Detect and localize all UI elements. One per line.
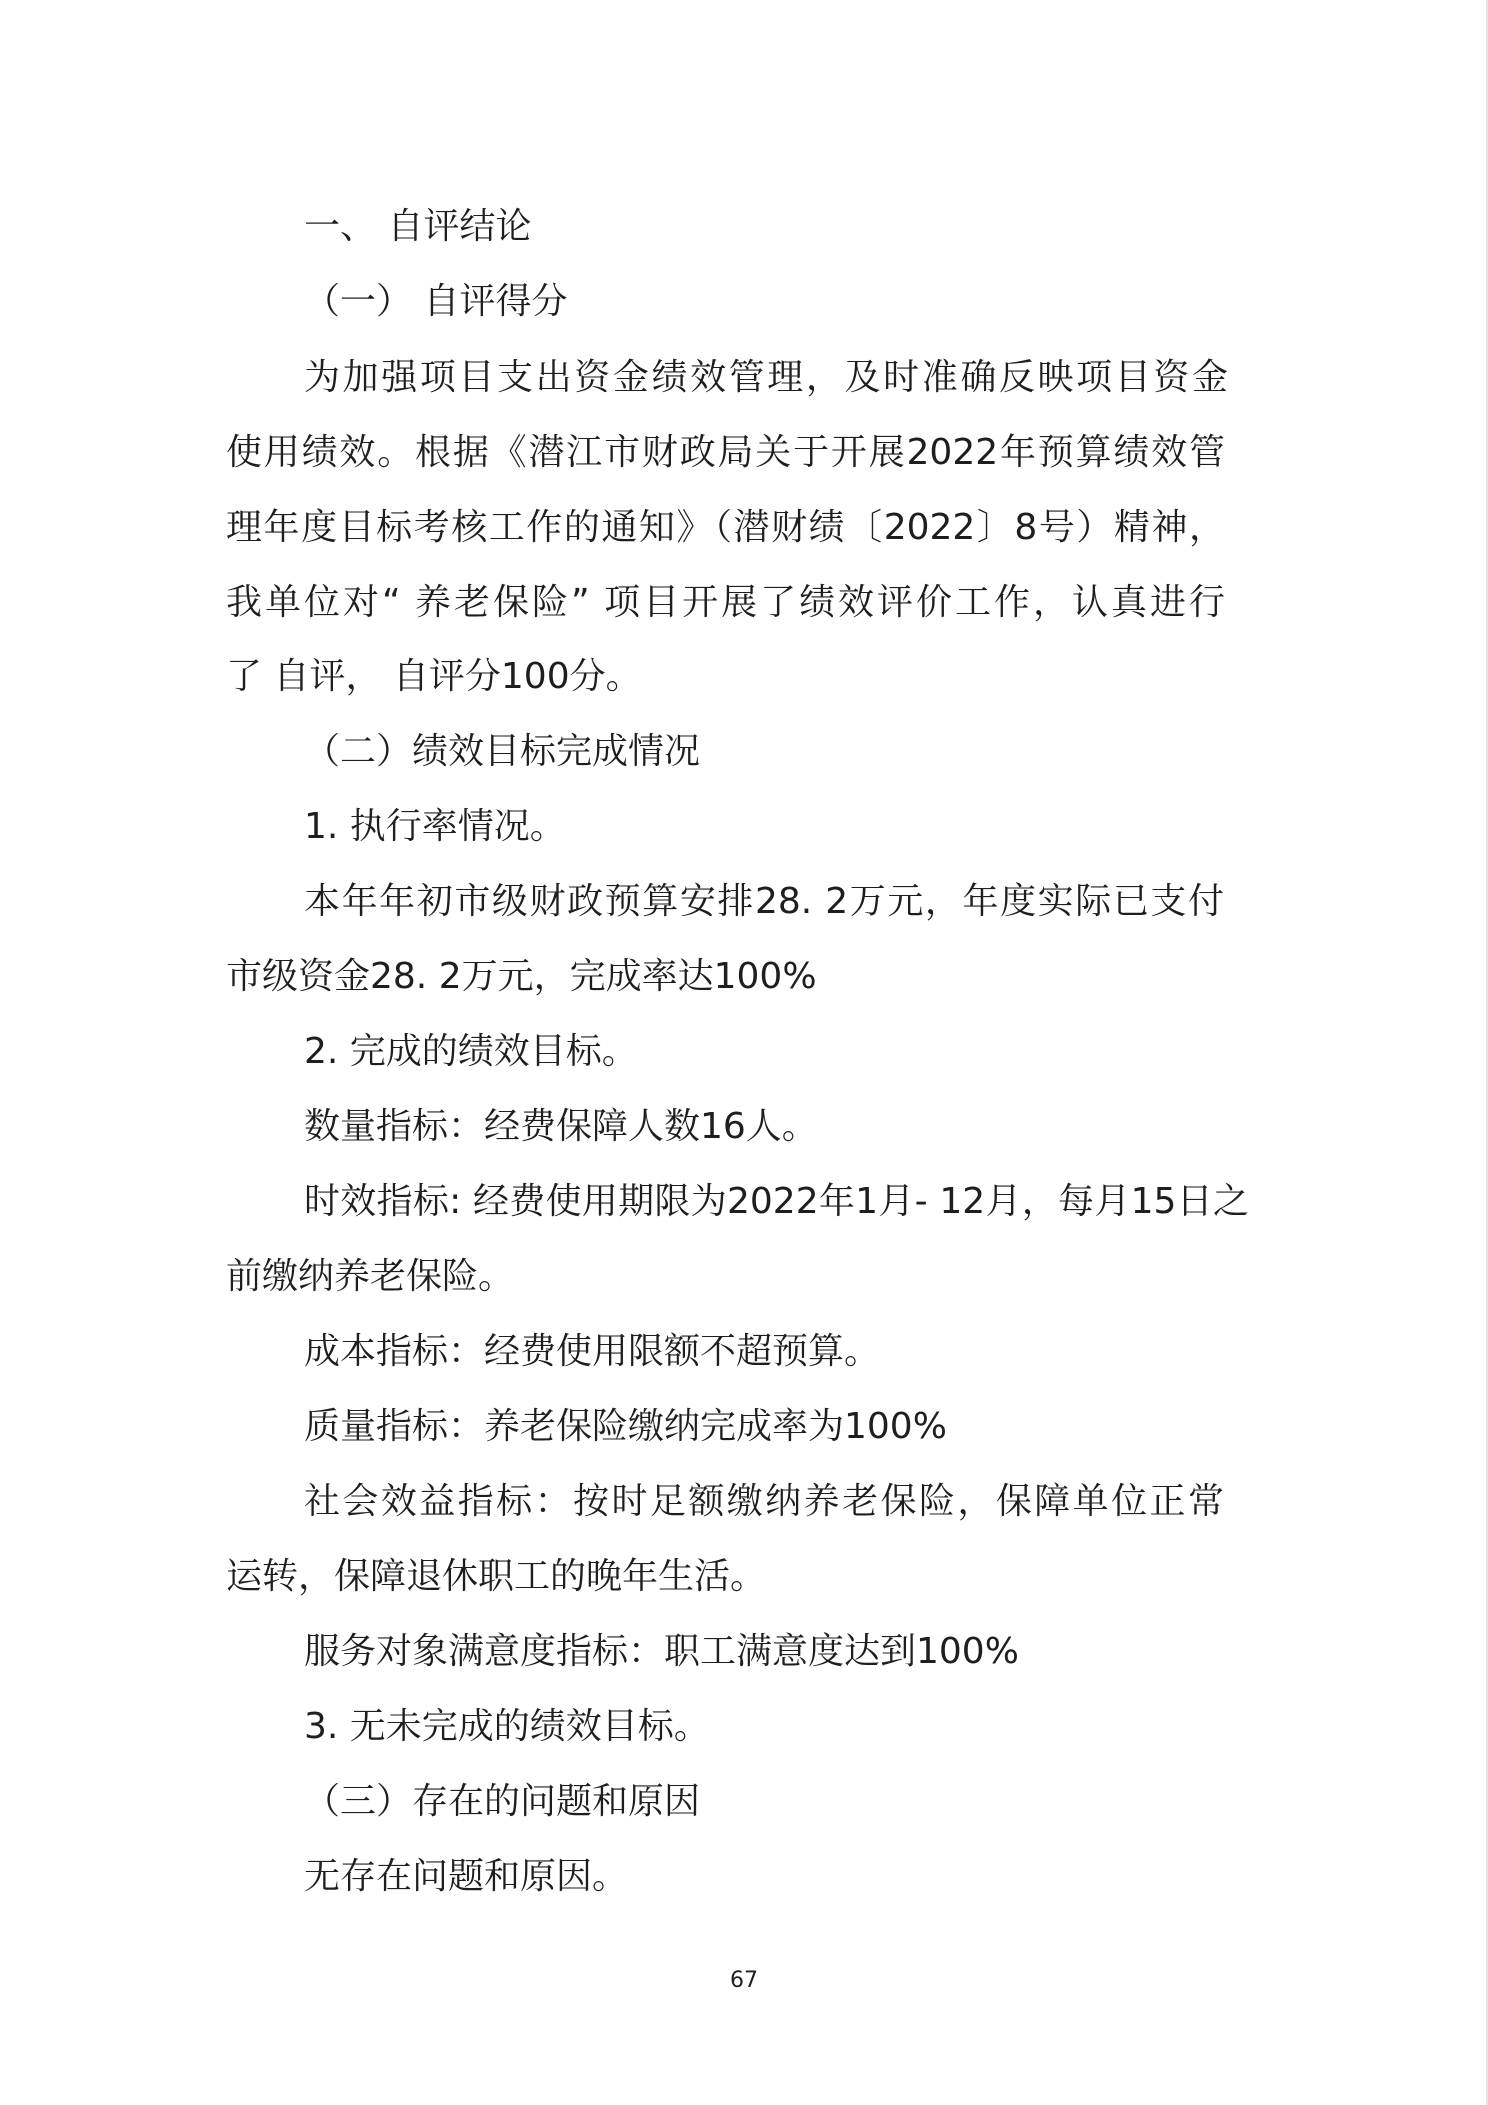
quality-indicator: 质量指标：养老保险缴纳完成率为100% <box>304 1406 947 1447</box>
paragraph-line: 为加强项目支出资金绩效管理，及时准确反映项目资金 <box>304 357 1228 398</box>
paragraph-line: 本年年初市级财政预算安排28. 2万元，年度实际已支付 <box>304 881 1224 922</box>
item-heading-completed-goals: 2. 完成的绩效目标。 <box>304 1031 638 1072</box>
paragraph-line: 理年度目标考核工作的通知》（潜财绩〔2022〕8号）精神， <box>226 507 1225 548</box>
paragraph-line: 时效指标: 经费使用期限为2022年1月- 12月，每月15日之 <box>304 1181 1249 1222</box>
paragraph-line: 前缴纳养老保险。 <box>226 1256 515 1297</box>
section-heading: 一、 自评结论 <box>304 206 532 247</box>
paragraph-line: 市级资金28. 2万元，完成率达100% <box>226 956 817 997</box>
subsection-heading-score: （一） 自评得分 <box>304 281 568 322</box>
paragraph-line: 社会效益指标：按时足额缴纳养老保险，保障单位正常 <box>304 1481 1224 1522</box>
satisfaction-indicator: 服务对象满意度指标：职工满意度达到100% <box>304 1631 1019 1672</box>
paragraph-problems: 无存在问题和原因。 <box>304 1856 629 1897</box>
paragraph-line: 运转，保障退休职工的晚年生活。 <box>226 1556 767 1597</box>
quantity-indicator: 数量指标：经费保障人数16人。 <box>304 1106 818 1147</box>
item-heading-uncompleted-goals: 3. 无未完成的绩效目标。 <box>304 1706 710 1747</box>
cost-indicator: 成本指标：经费使用限额不超预算。 <box>304 1331 881 1372</box>
subsection-heading-problems: （三）存在的问题和原因 <box>304 1781 701 1822</box>
page-number: 67 <box>730 1968 758 1993</box>
paragraph-line: 了 自评， 自评分100分。 <box>226 656 642 697</box>
paragraph-line: 我单位对“ 养老保险” 项目开展了绩效评价工作，认真进行 <box>226 582 1225 623</box>
item-heading-execution-rate: 1. 执行率情况。 <box>304 806 566 847</box>
subsection-heading-goals: （二）绩效目标完成情况 <box>304 731 701 772</box>
paragraph-line: 使用绩效。根据《潜江市财政局关于开展2022年预算绩效管 <box>226 432 1225 473</box>
